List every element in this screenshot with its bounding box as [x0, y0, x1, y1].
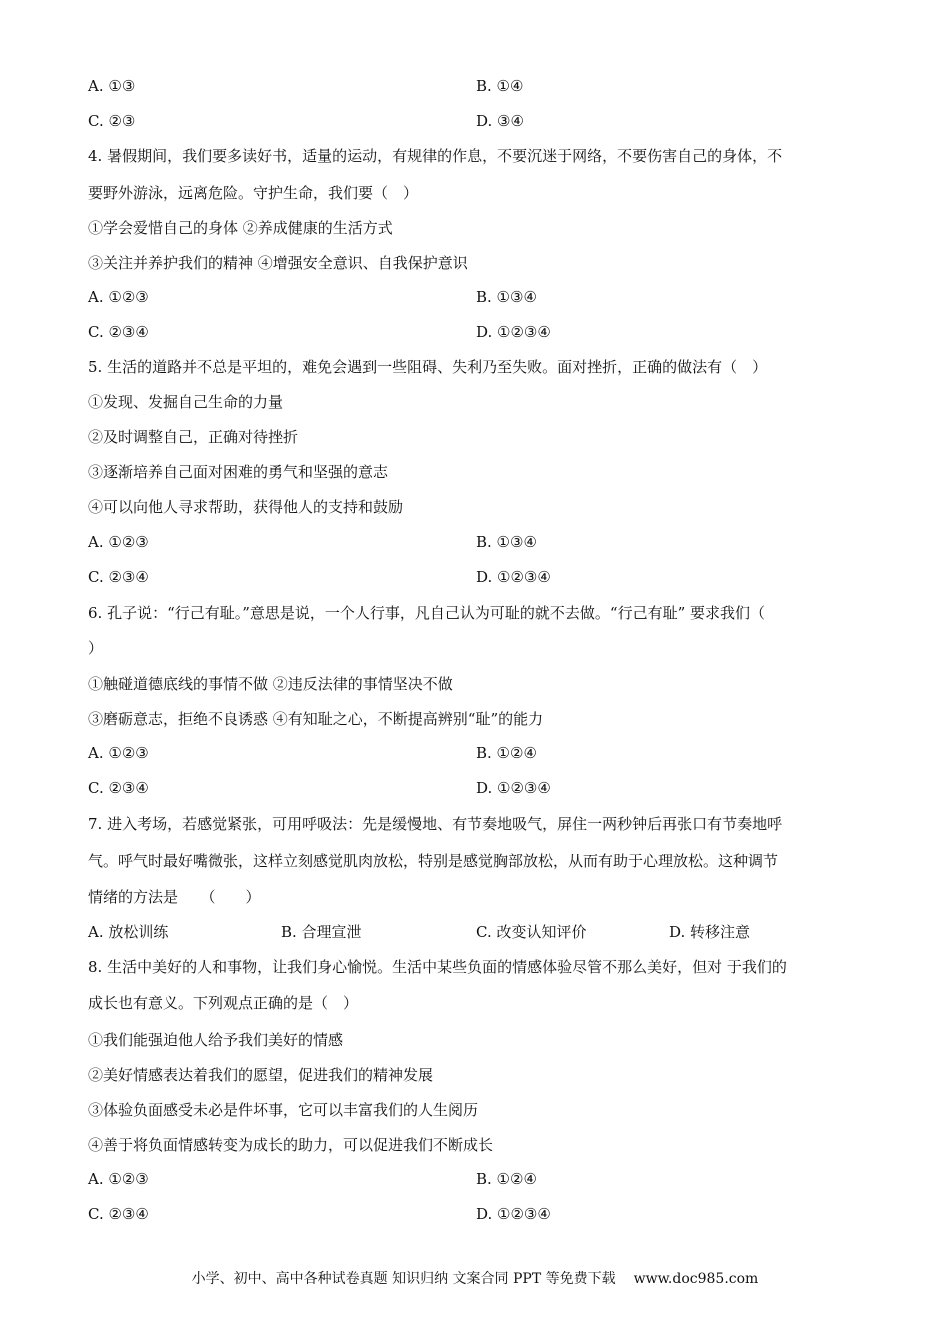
q3-option-a: A. ①③: [88, 77, 136, 95]
q5-option-a: A. ①②③: [88, 533, 149, 551]
q7-stem-line3: 情绪的方法是 （ ）: [88, 888, 261, 906]
q8-stem-line1: 8. 生活中美好的人和事物，让我们身心愉悦。生活中某些负面的情感体验尽管不那么美好，但对 于我们的: [88, 958, 787, 976]
q5-option-b: B. ①③④: [476, 533, 537, 551]
q8-option-d: D. ①②③④: [476, 1205, 551, 1223]
page-footer: [0, 1270, 950, 1288]
q7-option-b: B. 合理宣泄: [281, 923, 362, 941]
q6-items-line1: ①触碰道德底线的事情不做 ②违反法律的事情坚决不做: [88, 675, 453, 693]
q4-option-a: A. ①②③: [88, 288, 149, 306]
q8-item1: ①我们能强迫他人给予我们美好的情感: [88, 1031, 344, 1049]
q3-option-b: B. ①④: [476, 77, 524, 95]
q5-item3: ③逐渐培养自己面对困难的勇气和坚强的意志: [88, 463, 389, 481]
q4-stem-line2: 要野外游泳，远离危险。守护生命，我们要（ ）: [88, 184, 419, 202]
q4-option-d: D. ①②③④: [476, 323, 551, 341]
q3-option-d: D. ③④: [476, 112, 524, 130]
q5-option-d: D. ①②③④: [476, 568, 551, 586]
q6-option-a: A. ①②③: [88, 744, 149, 762]
q7-option-d: D. 转移注意: [669, 923, 751, 941]
q4-option-b: B. ①③④: [476, 288, 537, 306]
q5-stem: 5. 生活的道路并不总是平坦的，难免会遇到一些阻碍、失利乃至失败。面对挫折，正确的做法有（ ）: [88, 358, 768, 376]
q7-stem-line2: 气。呼气时最好嘴微张，这样立刻感觉肌肉放松，特别是感觉胸部放松，从而有助于心理放松。这种调节: [88, 852, 779, 870]
q3-option-c: C. ②③: [88, 112, 136, 130]
q6-stem-line1: 6. 孔子说：“行己有耻。”意思是说，一个人行事，凡自己认为可耻的就不去做。“行己有耻” 要求我们（: [88, 604, 766, 622]
q6-stem-line2: ）: [88, 639, 104, 657]
q8-item3: ③体验负面感受未必是件坏事，它可以丰富我们的人生阅历: [88, 1101, 479, 1119]
q6-option-d: D. ①②③④: [476, 779, 551, 797]
q4-items-line1: ①学会爱惜自己的身体 ②养成健康的生活方式: [88, 219, 393, 237]
q5-item1: ①发现、发掘自己生命的力量: [88, 393, 284, 411]
q5-option-c: C. ②③④: [88, 568, 149, 586]
q7-option-c: C. 改变认知评价: [476, 923, 587, 941]
q8-item2: ②美好情感表达着我们的愿望，促进我们的精神发展: [88, 1066, 434, 1084]
q6-items-line2: ③磨砺意志，拒绝不良诱惑 ④有知耻之心，不断提高辨别“耻”的能力: [88, 710, 544, 728]
q4-option-c: C. ②③④: [88, 323, 149, 341]
q8-option-a: A. ①②③: [88, 1170, 149, 1188]
q8-option-c: C. ②③④: [88, 1205, 149, 1223]
q4-items-line2: ③关注并养护我们的精神 ④增强安全意识、自我保护意识: [88, 254, 468, 272]
q7-option-a: A. 放松训练: [88, 923, 169, 941]
q6-option-b: B. ①②④: [476, 744, 537, 762]
q5-item4: ④可以向他人寻求帮助，获得他人的支持和鼓励: [88, 498, 404, 516]
q5-item2: ②及时调整自己，正确对待挫折: [88, 428, 299, 446]
q7-stem-line1: 7. 进入考场，若感觉紧张，可用呼吸法：先是缓慢地、有节奏地吸气，屏住一两秒钟后再张口有节奏地呼: [88, 815, 783, 833]
footer-url-link[interactable]: www.doc985.com: [633, 1271, 759, 1287]
q8-item4: ④善于将负面情感转变为成长的助力，可以促进我们不断成长: [88, 1136, 494, 1154]
q8-option-b: B. ①②④: [476, 1170, 537, 1188]
footer-text: 小学、初中、高中各种试卷真题 知识归纳 文案合同 PPT 等免费下载: [191, 1271, 616, 1287]
q8-stem-line2: 成长也有意义。下列观点正确的是（ ）: [88, 994, 359, 1012]
q4-stem-line1: 4. 暑假期间，我们要多读好书，适量的运动，有规律的作息，不要沉迷于网络，不要伤害自己的身体，不: [88, 147, 783, 165]
q6-option-c: C. ②③④: [88, 779, 149, 797]
